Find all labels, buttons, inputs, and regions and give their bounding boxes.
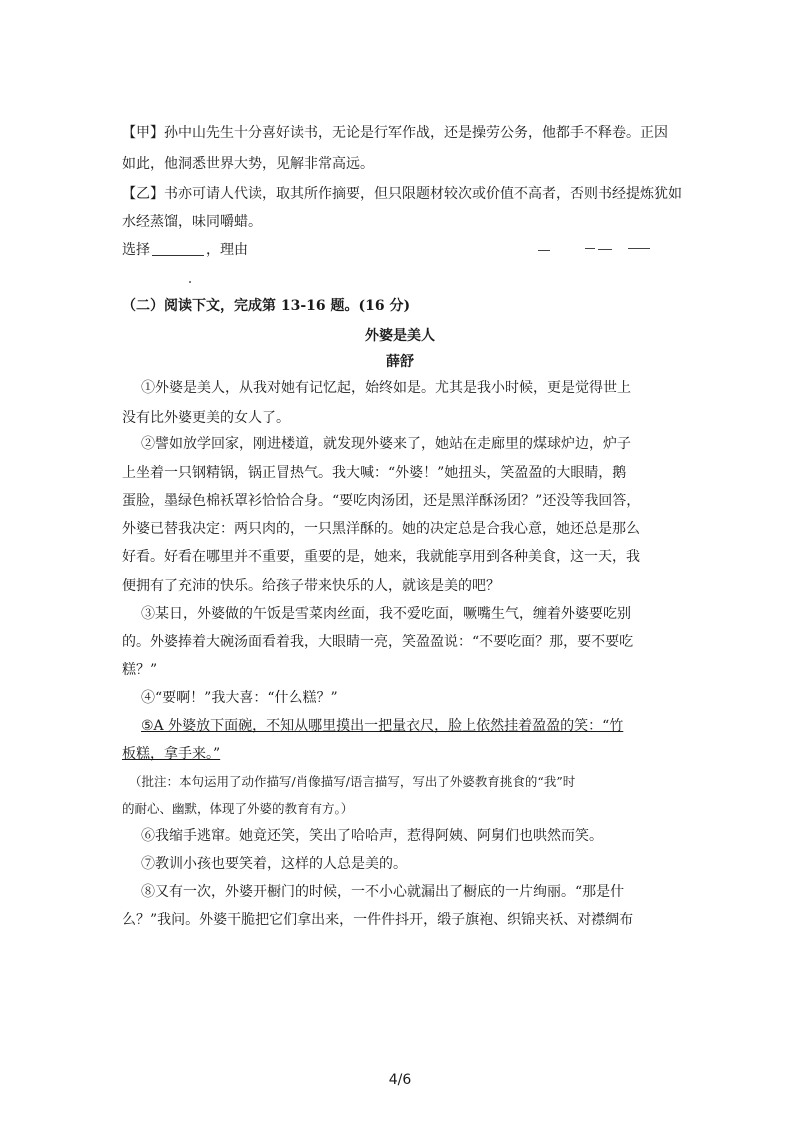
article-line: 好看。好看在哪里并不重要，重要的是，她来，我就能享用到各种美食，这一天，我 xyxy=(122,549,640,565)
article-line: 便拥有了充沛的快乐。给孩子带来快乐的人，就该是美的吧？ xyxy=(122,578,500,594)
article-line: ①外婆是美人，从我对她有记忆起，始终如是。尤其是我小时候，更是觉得世上 xyxy=(141,380,631,396)
article-line: 蛋脸，墨绿色棉袄罩衫恰恰合身。“要吃肉汤团，还是黑洋酥汤团？”还没等我回答， xyxy=(122,493,641,509)
article-author: 薛舒 xyxy=(386,354,414,370)
article-line: 的。外婆捧着大碗汤面看着我，大眼睛一亮，笑盈盈说：“不要吃面？那，要不要吃 xyxy=(122,634,634,650)
scan-mark xyxy=(585,248,595,249)
option-yi-line-2: 水经蒸馏，味同嚼蜡。 xyxy=(122,214,262,230)
article-line: 糕？” xyxy=(122,662,158,678)
article-line: ③某日，外婆做的午饭是雪菜肉丝面，我不爱吃面，噘嘴生气，缠着外婆要吃别 xyxy=(141,606,631,622)
article-line-underlined: 板糕，拿手来。” xyxy=(122,746,221,762)
scan-mark xyxy=(538,250,550,251)
article-line: 么？”我问。外婆干脆把它们拿出来，一件件抖开，缎子旗袍、织锦夹袄、对襟绸布 xyxy=(122,912,634,928)
choice-label: 选择 xyxy=(122,242,150,258)
choice-line xyxy=(122,240,248,260)
article-line: ⑥我缩手逃窜。她竟还笑，笑出了哈哈声，惹得阿姨、阿舅们也哄然而笑。 xyxy=(141,828,603,844)
option-jia-line-1: 【甲】孙中山先生十分喜好读书，无论是行军作战，还是操劳公务，他都手不释卷。正因 xyxy=(122,125,668,141)
article-line: ②譬如放学回家，刚进楼道，就发现外婆来了，她站在走廊里的煤球炉边，炉子 xyxy=(141,436,631,452)
article-line-underlined: ⑤A 外婆放下面碗，不知从哪里摸出一把量衣尺，脸上依然挂着盈盈的笑：“竹 xyxy=(141,718,624,734)
article-title: 外婆是美人 xyxy=(365,328,435,344)
annotation-line-1: （批注：本句运用了动作描写/肖像描写/语言描写，写出了外婆教育挑食的“我”时 xyxy=(129,774,576,789)
article-line: 外婆已替我决定：两只肉的，一只黑洋酥的。她的决定总是合我心意，她还总是那么 xyxy=(122,521,640,537)
page-number: 4/6 xyxy=(388,1072,412,1088)
annotation-line-2: 的耐心、幽默，体现了外婆的教育有方。） xyxy=(122,801,354,816)
scan-mark xyxy=(598,249,612,250)
option-jia-line-2: 如此，他洞悉世界大势，见解非常高远。 xyxy=(122,156,374,172)
article-line: ⑦教训小孩也要笑着，这样的人总是美的。 xyxy=(141,856,407,872)
choice-blank[interactable] xyxy=(152,241,204,256)
section-heading: （二）阅读下文，完成第 13-16 题。(16 分) xyxy=(122,298,411,314)
scan-mark xyxy=(628,248,650,249)
article-line: 没有比外婆更美的女人了。 xyxy=(122,410,290,426)
reason-label: ，理由 xyxy=(206,242,248,258)
article-line: ⑧又有一次，外婆开橱门的时候，一不小心就漏出了橱底的一片绚丽。“那是什 xyxy=(141,884,625,900)
option-yi-line-1: 【乙】书亦可请人代读，取其所作摘要，但只限题材较次或价值不高者，否则书经提炼犹如 xyxy=(122,186,682,202)
article-line: ④“要啊！”我大喜：“什么糕？” xyxy=(141,690,338,706)
article-line: 上坐着一只钢精锅，锅正冒热气。我大喊：“外婆！”她扭头，笑盈盈的大眼睛，鹅 xyxy=(122,465,627,481)
scan-speck xyxy=(189,281,191,283)
